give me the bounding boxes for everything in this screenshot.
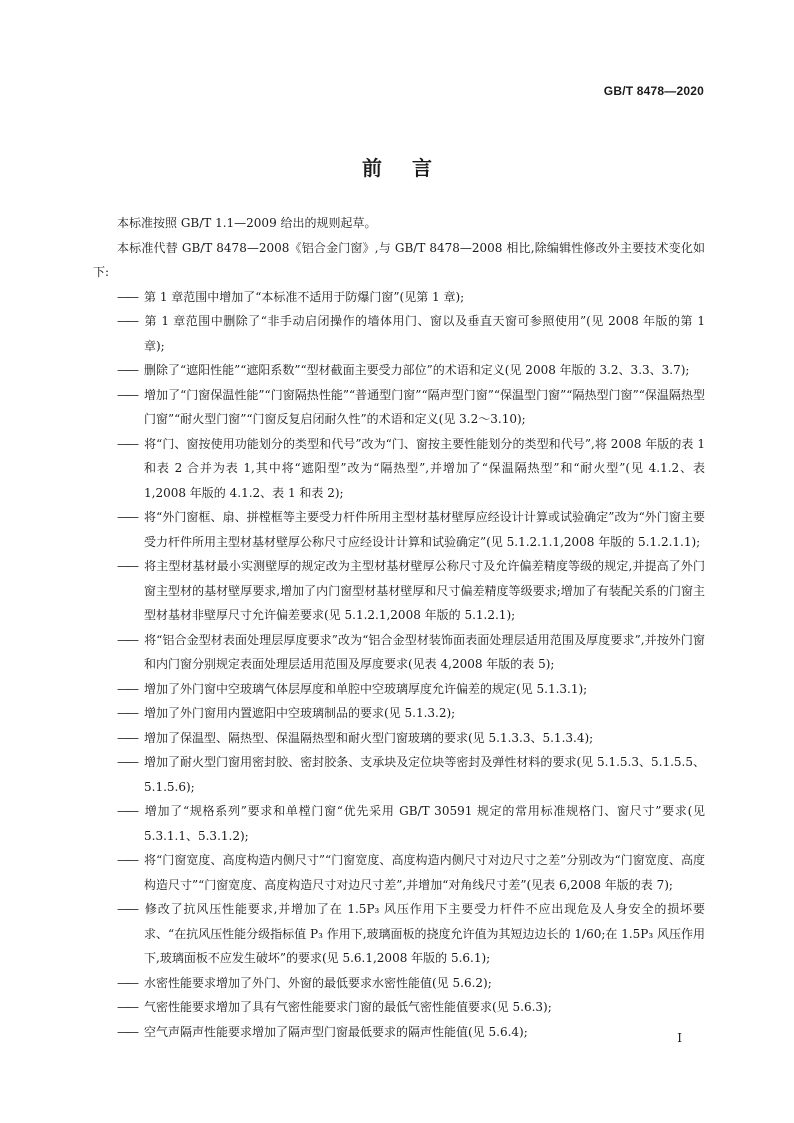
list-dash: —— [117, 902, 137, 916]
list-dash: —— [117, 804, 137, 818]
list-dash: —— [117, 1024, 137, 1039]
change-item-text: 增加了耐火型门窗用密封胶、密封胶条、支承块及定位块等密封及弹性材料的要求(见 5.1.5.3、5.1.5.5、5.1.5.6); [144, 755, 705, 794]
list-dash: —— [117, 853, 137, 867]
list-dash: —— [117, 387, 137, 402]
intro-paragraph: 本标准按照 GB/T 1.1—2009 给出的规则起草。 [117, 216, 377, 230]
change-item [93, 628, 705, 677]
change-item-text: 修改了抗风压性能要求,并增加了在 1.5P₃ 风压作用下主要受力杆件不应出现危及人身安全的损坏要求、“在抗风压性能分级指标值 P₃ 作用下,玻璃面板的挠度允许值为其短边边长的 1/60;在 1.5P₃ 风压作用下,玻璃面板不应发生破坏”的要求(见 5.6.1,2008 年版的 5.6.1); [144, 902, 705, 965]
change-item-text: 将“外门窗框、扇、拼樘框等主要受力杆件所用主型材基材壁厚应经设计计算或试验确定”改为“外门窗主要受力杆件所用主型材基材壁厚公称尺寸应经设计计算和试验确定”(见 5.1.2.1.1,2008 年版的 5.1.2.1.1); [144, 510, 705, 549]
change-item [93, 971, 705, 996]
list-dash: —— [117, 975, 137, 990]
change-item [93, 1020, 705, 1045]
standard-number: GB/T 8478—2020 [603, 84, 704, 98]
change-item-text: 删除了“遮阳性能”“遮阳系数”“型材截面主要受力部位”的术语和定义(见 2008 年版的 3.2、3.3、3.7); [144, 363, 690, 377]
intro-paragraph: 本标准代替 GB/T 8478—2008《铝合金门窗》,与 GB/T 8478—2008 相比,除编辑性修改外主要技术变化如下: [93, 240, 705, 279]
list-dash: —— [117, 314, 137, 328]
change-item [93, 285, 705, 310]
change-item [93, 358, 705, 383]
change-item [93, 505, 705, 554]
change-item-text: 空气声隔声性能要求增加了隔声型门窗最低要求的隔声性能值(见 5.6.4); [144, 1024, 528, 1039]
page-number: I [677, 1031, 682, 1045]
change-item [93, 383, 705, 432]
change-list [93, 285, 705, 1045]
list-dash: —— [117, 632, 137, 647]
change-item [93, 677, 705, 702]
change-item-text: 第 1 章范围中增加了“本标准不适用于防爆门窗”(见第 1 章); [144, 289, 465, 304]
list-dash: —— [117, 755, 137, 769]
change-item [93, 432, 705, 506]
list-dash: —— [117, 706, 137, 720]
change-item-text: 将“门、窗按使用功能划分的类型和代号”改为“门、窗按主要性能划分的类型和代号”,将 2008 年版的表 1 和表 2 合并为表 1,其中将“遮阳型”改为“隔热型”,并增加了“保温隔热型”和“耐火型”(见 4.1.2、表 1,2008 年版的 4.1.2、表 1 和表 2); [144, 436, 705, 500]
change-item-text: 将“铝合金型材表面处理层厚度要求”改为“铝合金型材装饰面表面处理层适用范围及厚度要求”,并按外门窗和内门窗分别规定表面处理层适用范围及厚度要求(见表 4,2008 年版的表 5); [144, 632, 705, 671]
list-dash: —— [117, 681, 137, 696]
list-dash: —— [117, 289, 137, 304]
change-item-text: 气密性能要求增加了具有气密性能要求门窗的最低气密性能值要求(见 5.6.3); [144, 1000, 552, 1014]
change-item-text: 将“门窗宽度、高度构造内侧尺寸”“门窗宽度、高度构造内侧尺寸对边尺寸之差”分别改为“门窗宽度、高度构造尺寸”“门窗宽度、高度构造尺寸对边尺寸差”,并增加“对角线尺寸差”(见表 6,2008 年版的表 7); [144, 853, 705, 892]
change-item [93, 897, 705, 971]
change-item-text: 第 1 章范围中删除了“非手动启闭操作的墙体用门、窗以及垂直天窗可参照使用”(见 2008 年版的第 1 章); [144, 314, 705, 353]
document-body [93, 211, 705, 1044]
change-item [93, 701, 705, 726]
change-item [93, 995, 705, 1020]
change-item-text: 增加了外门窗中空玻璃气体层厚度和单腔中空玻璃厚度允许偏差的规定(见 5.1.3.1); [144, 681, 588, 696]
change-item-text: 增加了“规格系列”要求和单樘门窗“优先采用 GB/T 30591 规定的常用标准规格门、窗尺寸”要求(见 5.3.1.1、5.3.1.2); [144, 804, 705, 843]
list-dash: —— [117, 436, 137, 451]
change-item-text: 增加了“门窗保温性能”“门窗隔热性能”“普通型门窗”“隔声型门窗”“保温型门窗”“隔热型门窗”“保温隔热型门窗”“耐火型门窗”“门窗反复启闭耐久性”的术语和定义(见 3.2～3.10); [144, 387, 705, 426]
list-dash: —— [117, 510, 137, 524]
change-item-text: 将主型材基材最小实测壁厚的规定改为主型材基材壁厚公称尺寸及允许偏差精度等级的规定,并提高了外门窗主型材的基材壁厚要求,增加了内门窗型材基材壁厚和尺寸偏差精度等级要求;增加了有装配关系的门窗主型材基材非壁厚尺寸允许偏差要求(见 5.1.2.1,2008 年版的 5.1.2.1); [144, 559, 705, 622]
change-item [93, 309, 705, 358]
change-item-text: 增加了保温型、隔热型、保温隔热型和耐火型门窗玻璃的要求(见 5.1.3.3、5.1.3.4); [144, 730, 594, 745]
change-item-text: 增加了外门窗用内置遮阳中空玻璃制品的要求(见 5.1.3.2); [144, 706, 456, 720]
list-dash: —— [117, 730, 137, 745]
page-title: 前言 [362, 156, 462, 180]
change-item [93, 554, 705, 628]
change-item-text: 水密性能要求增加了外门、外窗的最低要求水密性能值(见 5.6.2); [144, 975, 492, 990]
change-item [93, 750, 705, 799]
list-dash: —— [117, 363, 137, 377]
change-item [93, 726, 705, 751]
list-dash: —— [117, 559, 137, 573]
list-dash: —— [117, 1000, 137, 1014]
change-item [93, 799, 705, 848]
change-item [93, 848, 705, 897]
